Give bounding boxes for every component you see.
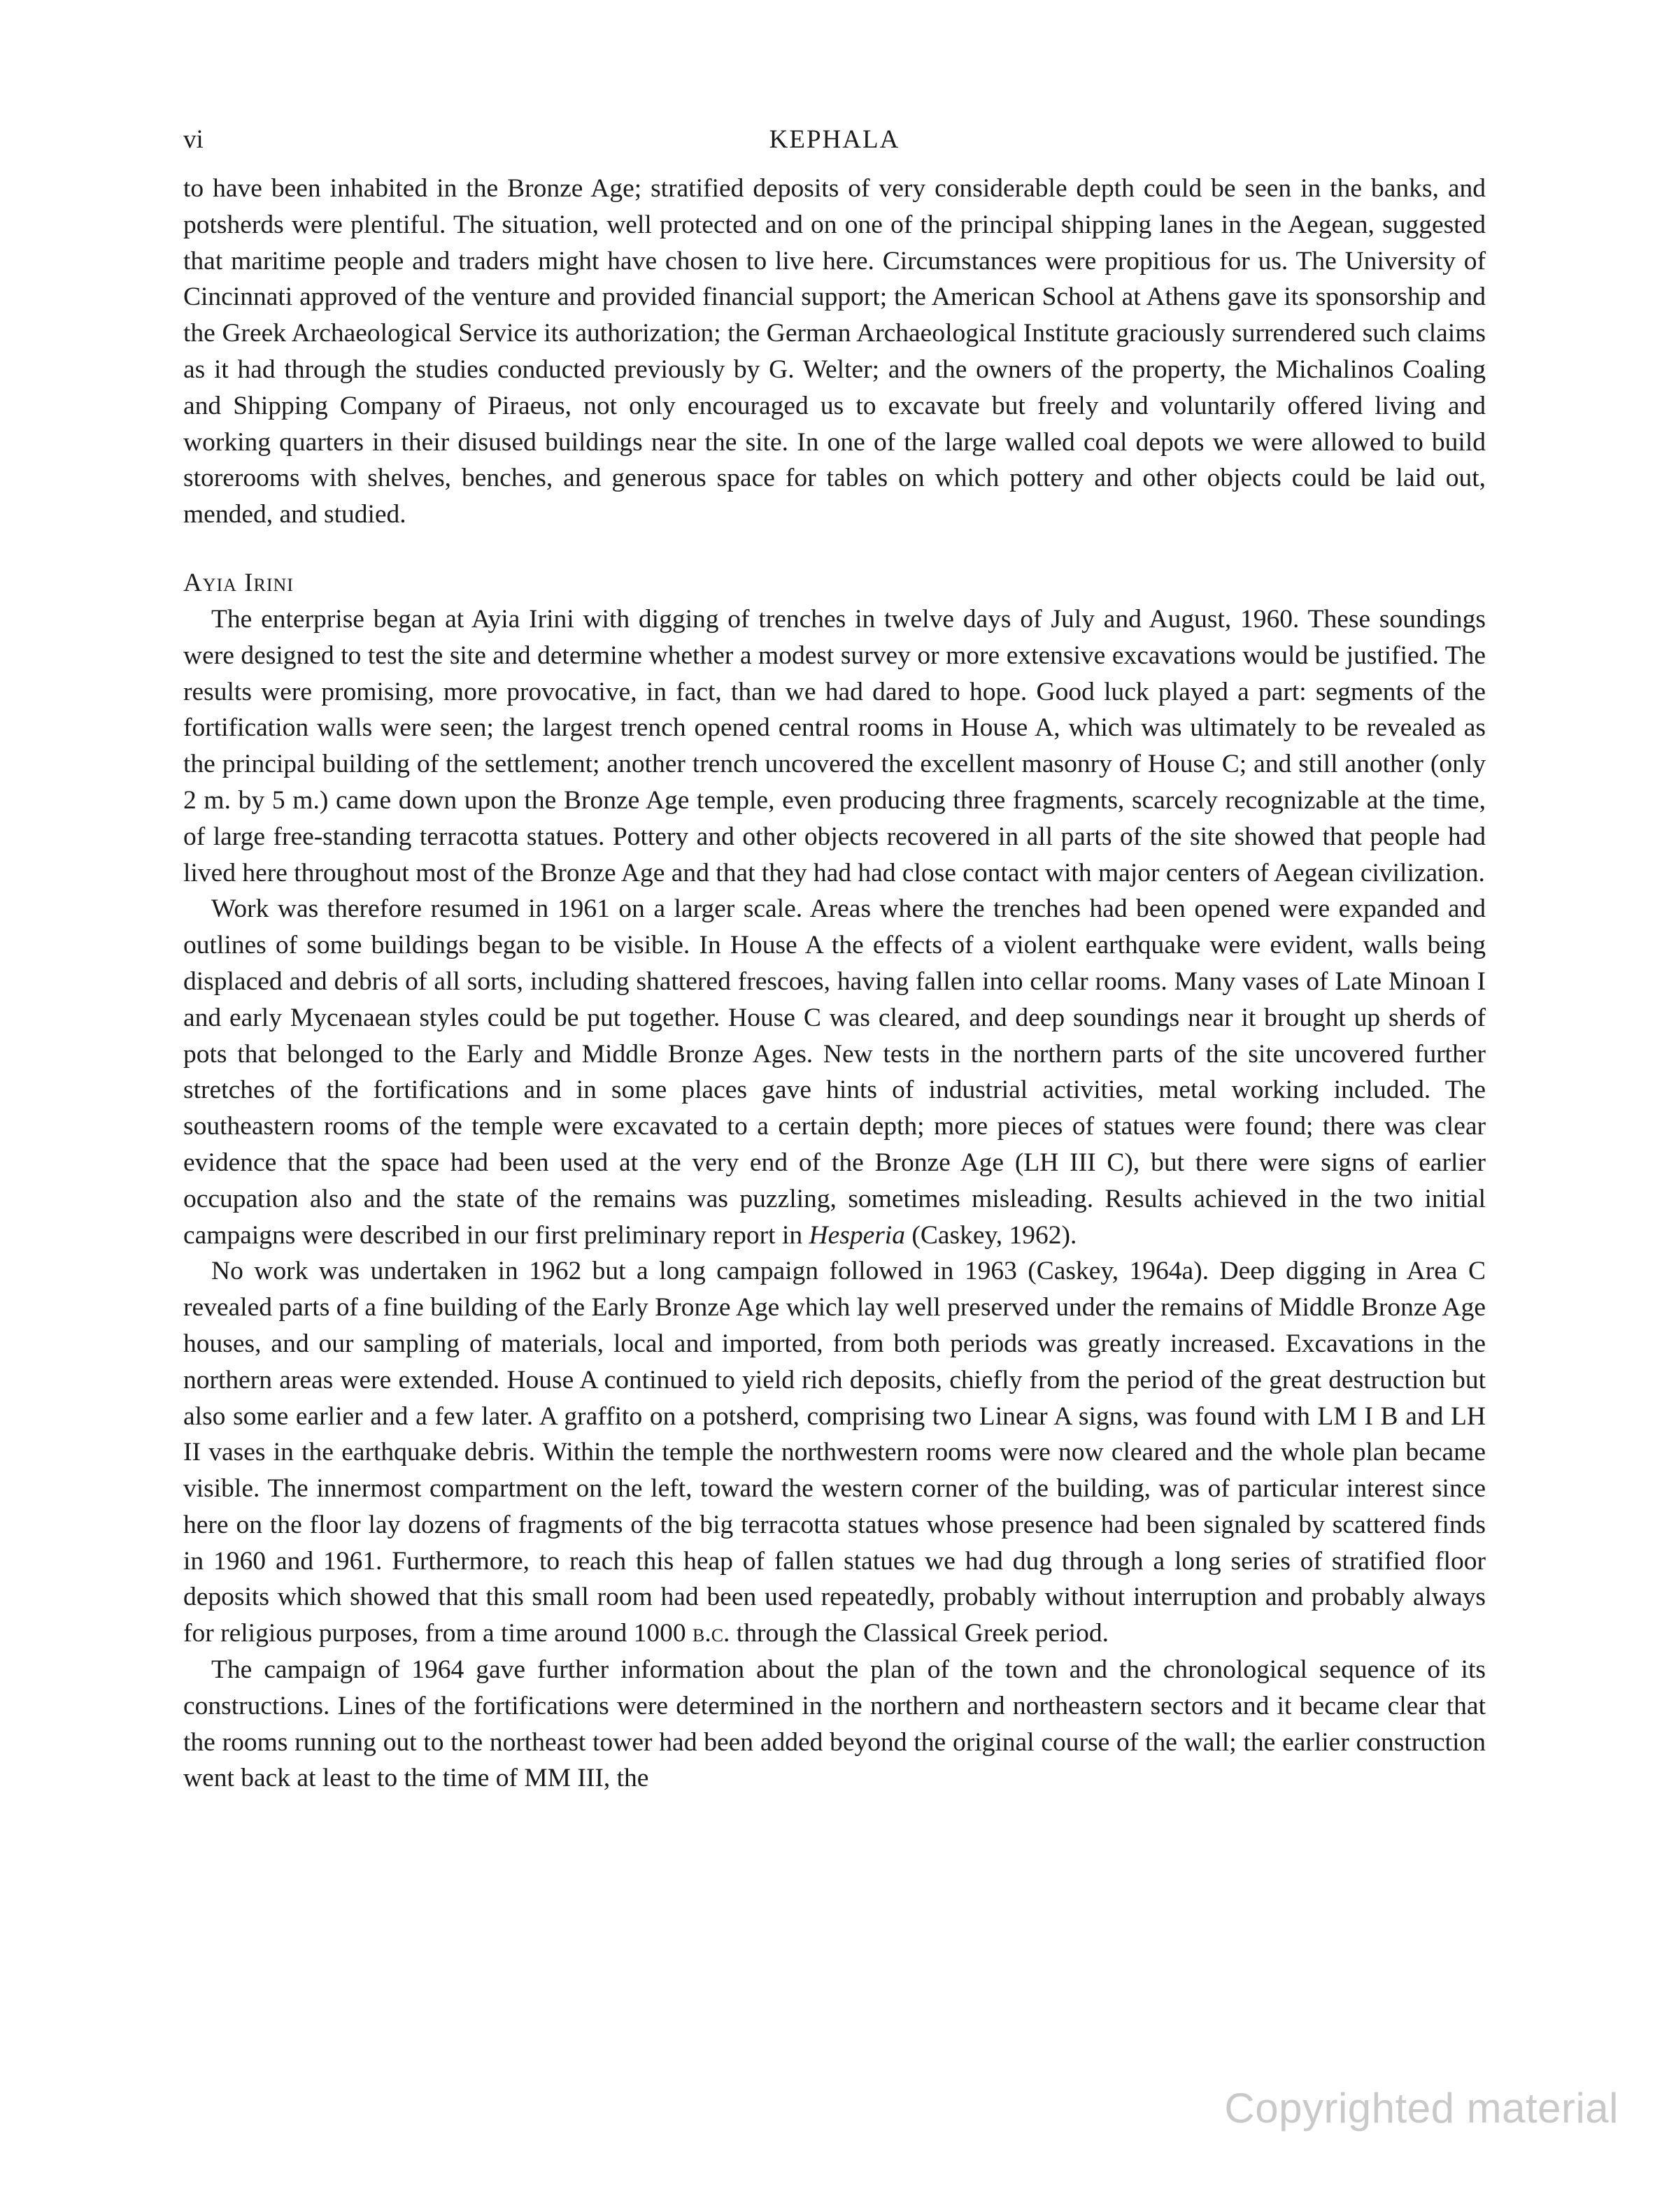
body-text xyxy=(183,171,1486,1797)
running-head xyxy=(183,119,1486,161)
journal-title-italic: Hesperia xyxy=(809,1220,905,1250)
copyright-watermark: Copyrighted material xyxy=(1224,2085,1619,2132)
paragraph-1964-season: The campaign of 1964 gave further information about the plan of the town and the chronological sequence of its constructions. Lines of the fortifications were determined in the northern and northeastern sectors and it became clear that the rooms running out to the northeast tower had been added beyond the original course of the wall; the earlier construction went back at least to the time of MM III, the xyxy=(183,1655,1486,1793)
continuation-paragraph: to have been inhabited in the Bronze Age; stratified deposits of very considerable depth could be seen in the banks, and potsherds were plentiful. The situation, well protected and on one of the principal shipping lanes in the Aegean, suggested that maritime people and traders might have chosen to live here. Circumstances were propitious for us. The University of Cincinnati approved of the venture and provided financial support; the American School at Athens gave its sponsorship and the Greek Archaeological Service its authorization; the German Archaeological Institute graciously surrendered such claims as it had through the studies conducted previously by G. Welter; and the owners of the property, the Michalinos Coaling and Shipping Company of Piraeus, not only encouraged us to excavate but freely and voluntarily offered living and working quarters in their disused buildings near the site. In one of the large walled coal depots we were allowed to build storerooms with shelves, benches, and generous space for tables on which pottery and other objects could be laid out, mended, and studied. xyxy=(183,174,1486,529)
section-heading: Ayia Irini xyxy=(183,568,294,597)
paragraph-1961-season xyxy=(183,891,1486,1253)
paragraph-text: Work was therefore resumed in 1961 on a larger scale. Areas where the trenches had been opened were expanded and outlines of some buildings began to be visible. In House A the effects of a violent earthquake were evident, walls being displaced and debris of all sorts, including shattered frescoes, having fallen into cellar rooms. Many vases of Late Minoan I and early Mycenaean styles could be put together. House C was cleared, and deep soundings near it brought up sherds of pots that belonged to the Early and Middle Bronze Ages. New tests in the northern parts of the site uncovered further stretches of the fortifications and in some places gave hints of industrial activities, metal working included. The southeastern rooms of the temple were excavated to a certain depth; more pieces of statues were found; there was clear evidence that the space had been used at the very end of the Bronze Age (LH III C), but there were signs of earlier occupation also and the state of the remains was puzzling, sometimes misleading. Results achieved in the two initial campaigns were described in our first preliminary report in xyxy=(183,894,1486,1250)
paragraph-text: No work was undertaken in 1962 but a long campaign followed in 1963 (Caskey, 1964a). Deep digging in Area C revealed parts of a fine building of the Early Bronze Age which lay well preserved under the remains of Middle Bronze Age houses, and our sampling of materials, local and imported, from both periods was greatly increased. Excavations in the northern areas were extended. House A continued to yield rich deposits, chiefly from the period of the great destruction but also some earlier and a few later. A graffito on a potsherd, comprising two Linear A signs, was found with LM I B and LH II vases in the earthquake debris. Within the temple the northwestern rooms were now cleared and the whole plan became visible. The innermost compartment on the left, toward the western corner of the building, was of particular interest since here on the floor lay dozens of fragments of the big terracotta statues whose presence had been signaled by scattered finds in 1960 and 1961. Furthermore, to reach this heap of fallen statues we had dug through a long series of stratified floor deposits which showed that this small room had been used repeatedly, probably without interruption and probably always for religious purposes, from a time around 1000 xyxy=(183,1257,1486,1648)
book-page xyxy=(183,119,1486,1797)
paragraph-1963-season xyxy=(183,1253,1486,1652)
page-number: vi xyxy=(183,125,204,154)
paragraph-text: through the Classical Greek period. xyxy=(730,1619,1109,1648)
running-title: KEPHALA xyxy=(769,125,900,154)
paragraph-1960-season: The enterprise began at Ayia Irini with digging of trenches in twelve days of July and August, 1960. These soundings were designed to test the site and determine whether a modest survey or more extensive excavations would be justified. The results were promising, more provocative, in fact, than we had dared to hope. Good luck played a part: segments of the fortification walls were seen; the largest trench opened central rooms in House A, which was ultimately to be revealed as the principal building of the settlement; another trench uncovered the excellent masonry of House C; and still another (only 2 m. by 5 m.) came down upon the Bronze Age temple, even producing three fragments, scarcely recognizable at the time, of large free-standing terracotta statues. Pottery and other objects recovered in all parts of the site showed that people had lived here throughout most of the Bronze Age and that they had had close contact with major centers of Aegean civilization. xyxy=(183,604,1486,887)
era-abbreviation: b.c. xyxy=(692,1619,730,1648)
paragraph-text: (Caskey, 1962). xyxy=(904,1220,1077,1250)
